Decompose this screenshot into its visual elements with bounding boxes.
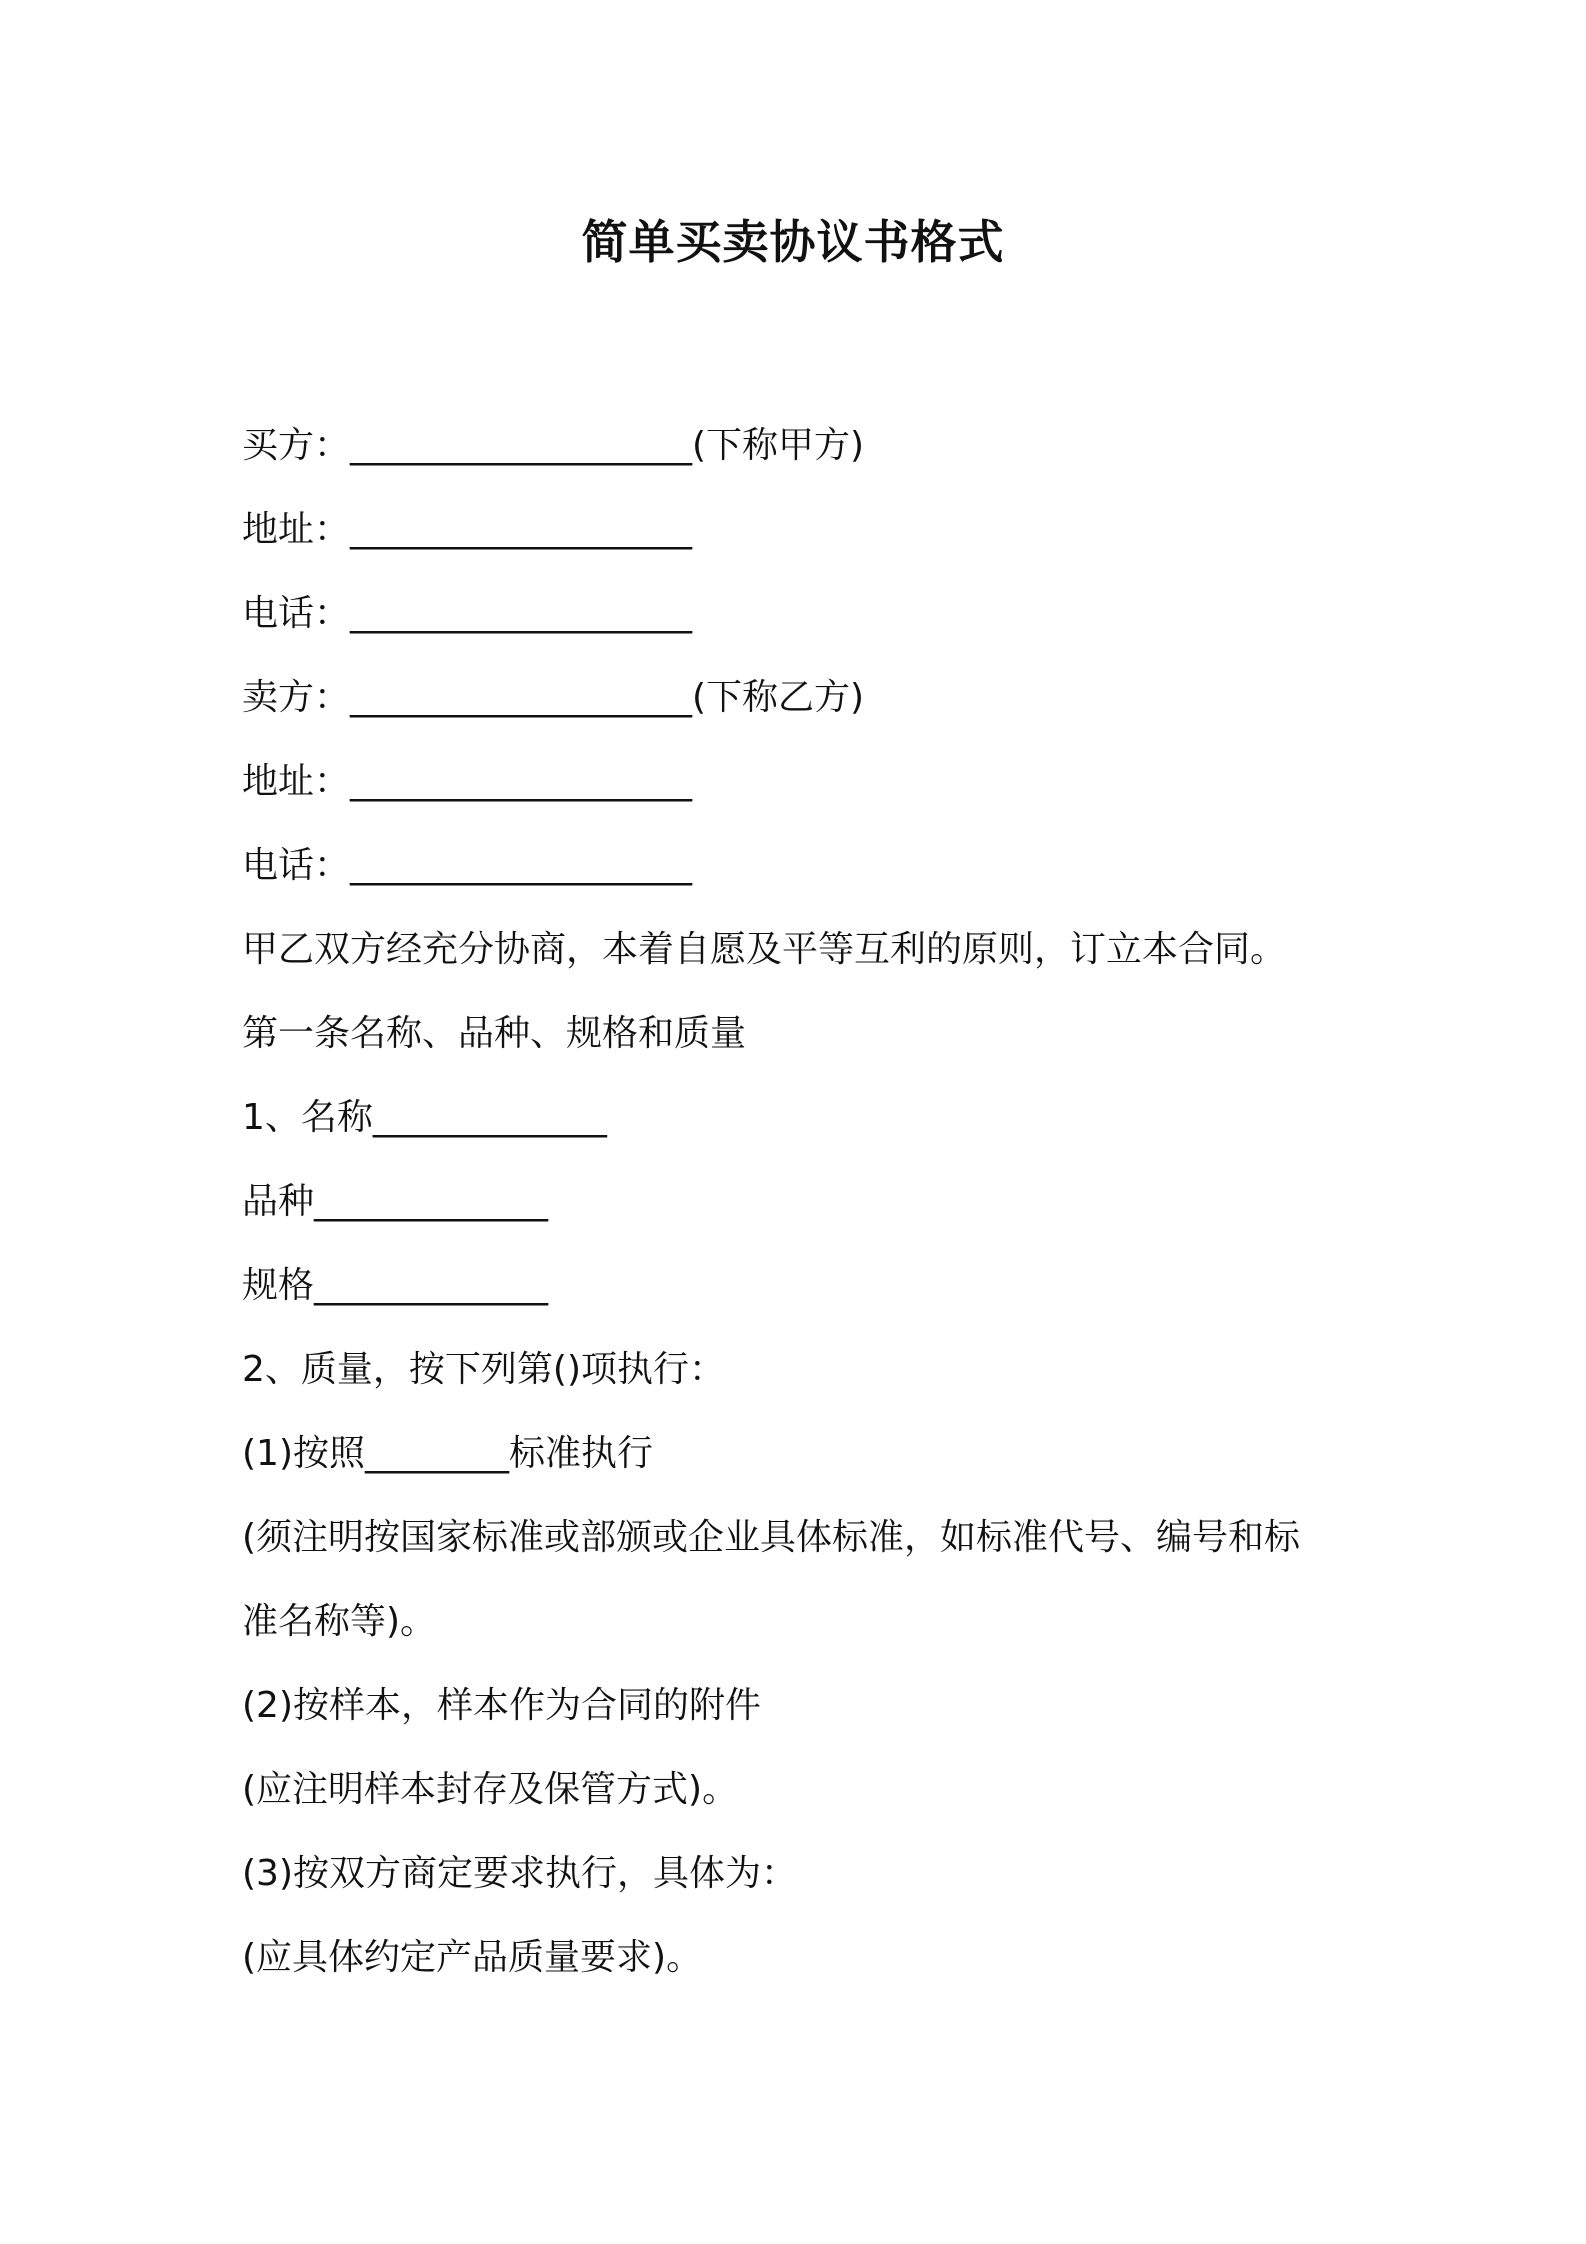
article-one-heading: 第一条名称、品种、规格和质量 [242, 1013, 747, 1054]
page-title: 简单买卖协议书格式 [581, 215, 1005, 269]
document-body [242, 404, 1372, 2000]
product-spec-line: 规格_____________ [242, 1265, 549, 1306]
seller-address-line: 地址：___________________ [242, 761, 693, 802]
buyer-line: 买方：___________________(下称甲方) [242, 425, 865, 466]
seller-line: 卖方：___________________(下称乙方) [242, 677, 865, 718]
preamble-paragraph: 甲乙双方经充分协商，本着自愿及平等互利的原则，订立本合同。 [242, 929, 1287, 970]
buyer-address-line: 地址：___________________ [242, 509, 693, 550]
quality-option-2-note-line: (应注明样本封存及保管方式)。 [242, 1769, 739, 1810]
quality-option-2-line: (2)按样本，样本作为合同的附件 [242, 1685, 761, 1726]
quality-option-1-line: (1)按照________标准执行 [242, 1433, 653, 1474]
quality-option-1-note-line-2: 准名称等)。 [242, 1601, 437, 1642]
quality-option-1-note-line-1: (须注明按国家标准或部颁或企业具体标准，如标准代号、编号和标 [242, 1517, 1301, 1558]
product-name-line: 1、名称_____________ [242, 1097, 607, 1138]
quality-option-3-note-line: (应具体约定产品质量要求)。 [242, 1937, 703, 1978]
product-variety-line: 品种_____________ [242, 1181, 549, 1222]
quality-clause-line: 2、质量，按下列第()项执行： [242, 1349, 725, 1390]
buyer-phone-line: 电话：___________________ [242, 593, 693, 634]
quality-option-3-line: (3)按双方商定要求执行，具体为： [242, 1853, 797, 1894]
seller-phone-line: 电话：___________________ [242, 845, 693, 886]
